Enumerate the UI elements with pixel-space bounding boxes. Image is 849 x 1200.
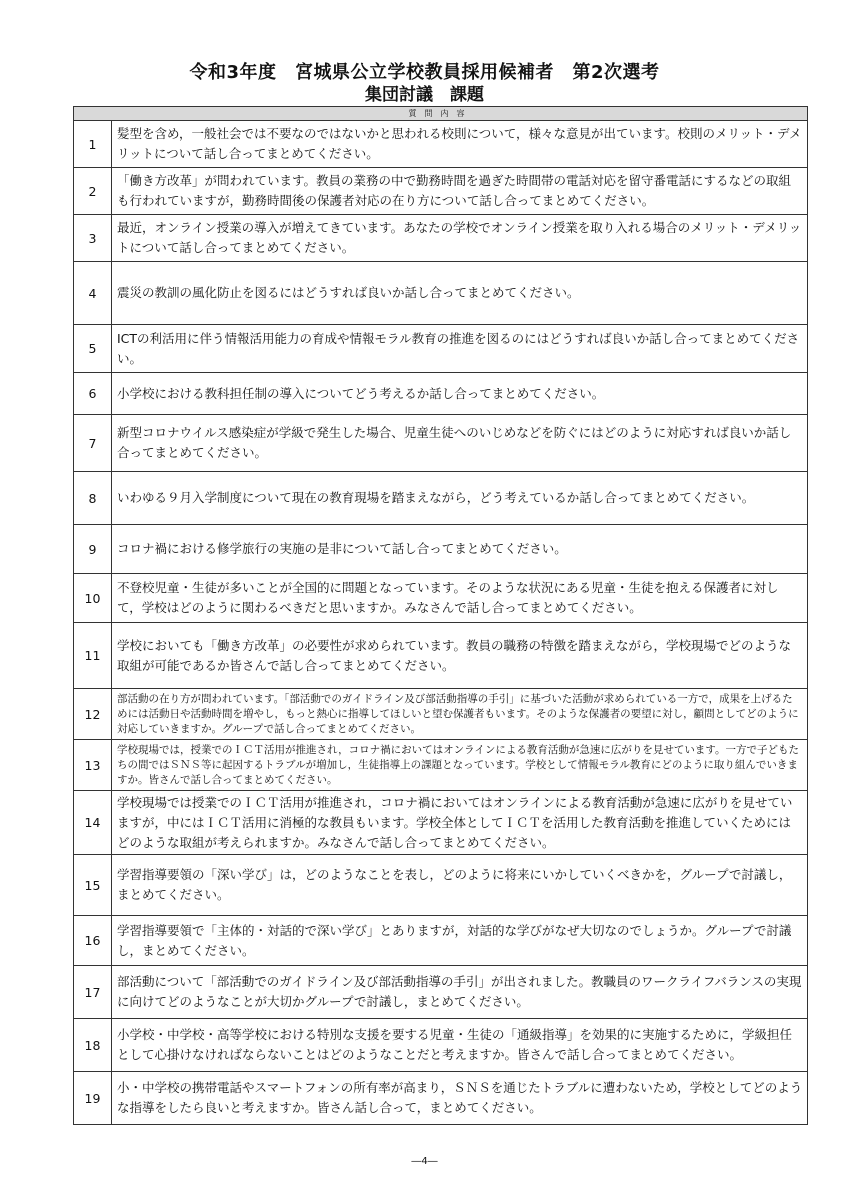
row-number: 9 [74,525,112,574]
document-subtitle: 集団討議 課題 [365,85,484,105]
table-row [74,1072,808,1125]
question-text: 学校現場では授業でのＩＣＴ活用が推進され，コロナ禍においてはオンラインによる教育活動が急速に広がりを見せていますが，中にはＩＣＴ活用に消極的な教員もいます。学校全体としてＩＣＴを活用した教育活動を推進していくためにはどのような取組が考えられますか。みなさんで話し合ってまとめてください。 [112,791,808,855]
question-text: 最近，オンライン授業の導入が増えてきています。あなたの学校でオンライン授業を取り入れる場合のメリット・デメリットについて話し合ってまとめてください。 [112,215,808,262]
row-number: 19 [74,1072,112,1125]
row-number: 16 [74,916,112,966]
document-title: 令和3年度 宮城県公立学校教員採用候補者 第2次選考 [189,62,660,83]
table-row [74,740,808,791]
question-text: 小学校・中学校・高等学校における特別な支援を要する児童・生徒の「通級指導」を効果的に実施するために，学級担任として心掛けなければならないことはどのようなことだと考えますか。皆さんで話し合ってまとめてください。 [112,1019,808,1072]
question-text: 小・中学校の携帯電話やスマートフォンの所有率が高まり，ＳＮＳを通じたトラブルに遭わないため，学校としてどのような指導をしたら良いと考えますか。皆さん話し合って，まとめてください。 [112,1072,808,1125]
row-number: 3 [74,215,112,262]
table-row [74,525,808,574]
question-text: いわゆる９月入学制度について現在の教育現場を踏まえながら，どう考えているか話し合ってまとめてください。 [112,472,808,525]
table-row [74,325,808,373]
question-text: 小学校における教科担任制の導入についてどう考えるか話し合ってまとめてください。 [112,373,808,415]
table-row [74,966,808,1019]
row-number: 7 [74,415,112,472]
question-text: 部活動について「部活動でのガイドライン及び部活動指導の手引」が出されました。教職員のワークライフバランスの実現に向けてどのようなことが大切かグループで討議し，まとめてください。 [112,966,808,1019]
table-row [74,916,808,966]
row-number: 15 [74,855,112,916]
table-row [74,1019,808,1072]
question-text: 「働き方改革」が問われています。教員の業務の中で勤務時間を過ぎた時間帯の電話対応を留守番電話にするなどの取組も行われていますが，勤務時間後の保護者対応の在り方について話し合ってまとめてください。 [112,168,808,215]
table-header: 質問内容 [74,107,808,121]
table-row [74,472,808,525]
question-table [73,106,808,1125]
row-number: 1 [74,121,112,168]
row-number: 17 [74,966,112,1019]
row-number: 4 [74,262,112,325]
question-text: 震災の教訓の風化防止を図るにはどうすれば良いか話し合ってまとめてください。 [112,262,808,325]
table-row [74,262,808,325]
question-text: 髪型を含め，一般社会では不要なのではないかと思われる校則について，様々な意見が出ています。校則のメリット・デメリットについて話し合ってまとめてください。 [112,121,808,168]
table-row [74,623,808,689]
question-text: 不登校児童・生徒が多いことが全国的に問題となっています。そのような状況にある児童・生徒を抱える保護者に対して，学校はどのように関わるべきだと思いますか。みなさんで話し合ってまとめてください。 [112,574,808,623]
row-number: 18 [74,1019,112,1072]
table-row [74,373,808,415]
page-number: ―4― [411,1156,438,1167]
question-text: 学校現場では，授業でのＩＣＴ活用が推進され，コロナ禍においてはオンラインによる教育活動が急速に広がりを見せています。一方で子どもたちの間ではＳＮＳ等に起因するトラブルが増加し，生徒指導上の課題となっています。学校として情報モラル教育にどのように取り組んでいきますか。皆さんで話し合ってまとめてください。 [112,740,808,791]
table-row [74,689,808,740]
table-row [74,791,808,855]
table-row [74,121,808,168]
row-number: 6 [74,373,112,415]
question-text: 学習指導要領の「深い学び」は，どのようなことを表し，どのように将来にいかしていくべきかを，グループで討議し，まとめてください。 [112,855,808,916]
question-text: コロナ禍における修学旅行の実施の是非について話し合ってまとめてください。 [112,525,808,574]
row-number: 10 [74,574,112,623]
question-text: ICTの利活用に伴う情報活用能力の育成や情報モラル教育の推進を図るのにはどうすれば良いか話し合ってまとめてください。 [112,325,808,373]
table-row [74,168,808,215]
row-number: 2 [74,168,112,215]
row-number: 11 [74,623,112,689]
table-row [74,215,808,262]
question-text: 部活動の在り方が問われています。「部活動でのガイドライン及び部活動指導の手引」に基づいた活動が求められている一方で，成果を上げるためには活動日や活動時間を増やし，もっと熱心に指導してほしいと望む保護者もいます。そのような保護者の要望に対し，顧問としてどのように対応していきますか。グループで話し合ってまとめてください。 [112,689,808,740]
table-row [74,574,808,623]
row-number: 5 [74,325,112,373]
question-text: 学習指導要領で「主体的・対話的で深い学び」とありますが，対話的な学びがなぜ大切なのでしょうか。グループで討議し，まとめてください。 [112,916,808,966]
row-number: 14 [74,791,112,855]
row-number: 8 [74,472,112,525]
table-row [74,855,808,916]
question-text: 新型コロナウイルス感染症が学級で発生した場合、児童生徒へのいじめなどを防ぐにはどのように対応すれば良いか話し合ってまとめてください。 [112,415,808,472]
question-text: 学校においても「働き方改革」の必要性が求められています。教員の職務の特徴を踏まえながら，学校現場でどのような取組が可能であるか皆さんで話し合ってまとめてください。 [112,623,808,689]
table-row [74,415,808,472]
row-number: 13 [74,740,112,791]
table-header-row [74,107,808,121]
row-number: 12 [74,689,112,740]
